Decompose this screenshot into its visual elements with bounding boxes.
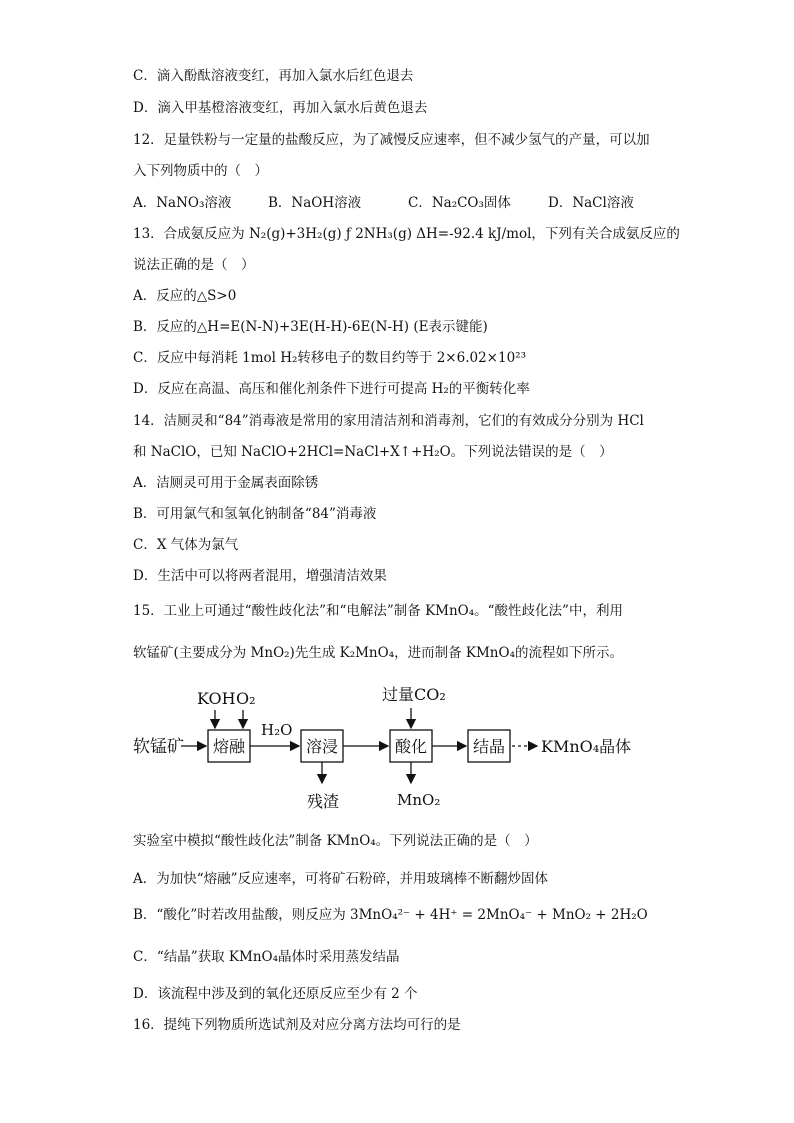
- q15-option-a: A．为加快“熔融”反应速率，可将矿石粉碎，并用玻璃棒不断翻炒固体: [133, 871, 549, 887]
- flow-end-label: KMnO₄晶体: [541, 737, 632, 756]
- q15-stem-line2: 软锰矿(主要成分为 MnO₂)先生成 K₂MnO₄，进而制备 KMnO₄的流程如下所示。: [133, 645, 623, 661]
- q13-option-b: B．反应的△H=E(N-N)+3E(H-H)-6E(N-H) (E表示键能): [133, 319, 488, 335]
- q15-option-b: B．“酸化”时若改用盐酸，则反应为 3MnO₄²⁻ + 4H⁺ = 2MnO₄⁻ + MnO₂ + 2H₂O: [133, 907, 648, 923]
- q14-option-d: D．生活中可以将两者混用，增强清洁效果: [133, 568, 387, 584]
- q11-option-d: D．滴入甲基橙溶液变红，再加入氯水后黄色退去: [133, 100, 428, 116]
- flow-start-label: 软锰矿: [133, 737, 184, 757]
- q14-option-a: A．洁厕灵可用于金属表面除锈: [133, 475, 319, 491]
- q15-stem-line1: 15．工业上可通过“酸性歧化法”和“电解法”制备 KMnO₄。“酸性歧化法”中，利用: [133, 603, 623, 619]
- q13-stem-line2: 说法正确的是（ ）: [133, 257, 255, 273]
- flow-water-label: H₂O: [261, 721, 293, 739]
- box-crystallize-label: 结晶: [473, 737, 506, 756]
- flow-mno2-label: MnO₂: [397, 791, 441, 809]
- q13-stem-line1: 13．合成氨反应为 N₂(g)+3H₂(g) ƒ 2NH₃(g) ΔH=-92.4 kJ/mol，下列有关合成氨反应的: [133, 226, 680, 242]
- flow-diagram: [133, 680, 633, 815]
- q12-option-a: A．NaNO₃溶液: [133, 195, 232, 211]
- q14-option-c: C．X 气体为氯气: [133, 537, 239, 553]
- q12-option-d: D．NaCl溶液: [548, 195, 634, 211]
- q12-option-c: C．Na₂CO₃固体: [408, 195, 511, 211]
- q12-option-b: B．NaOH溶液: [268, 195, 362, 211]
- box-acidify-label: 酸化: [395, 737, 428, 756]
- flow-residue-label: 残渣: [307, 792, 340, 811]
- flow-input-o2: O₂: [236, 689, 256, 708]
- q15-option-d: D．该流程中涉及到的氧化还原反应至少有 2 个: [133, 986, 418, 1002]
- flow-input-co2: 过量CO₂: [382, 685, 446, 704]
- flow-input-koh: KOH: [197, 689, 236, 708]
- q12-stem-line2: 入下列物质中的（ ）: [133, 163, 268, 179]
- q15-option-c: C．“结晶”获取 KMnO₄晶体时采用蒸发结晶: [133, 949, 400, 965]
- q13-option-d: D．反应在高温、高压和催化剂条件下进行可提高 H₂的平衡转化率: [133, 381, 530, 397]
- q12-stem-line1: 12．足量铁粉与一定量的盐酸反应，为了减慢反应速率，但不减少氢气的产量，可以加: [133, 132, 650, 148]
- q14-option-b: B．可用氯气和氢氧化钠制备“84”消毒液: [133, 506, 377, 522]
- box-melt-label: 熔融: [213, 737, 246, 756]
- q11-option-c: C．滴入酚酞溶液变红，再加入氯水后红色退去: [133, 68, 414, 84]
- q14-stem-line2: 和 NaClO，已知 NaClO+2HCl=NaCl+X↑+H₂O。下列说法错误的是（ ）: [133, 444, 613, 460]
- q16-stem-line1: 16．提纯下列物质所选试剂及对应分离方法均可行的是: [133, 1017, 461, 1033]
- q15-stem-line3: 实验室中模拟“酸性歧化法”制备 KMnO₄。下列说法正确的是（ ）: [133, 833, 538, 849]
- q13-option-c: C．反应中每消耗 1mol H₂转移电子的数目约等于 2×6.02×10²³: [133, 350, 526, 366]
- q14-stem-line1: 14．洁厕灵和“84”消毒液是常用的家用清洁剂和消毒剂，它们的有效成分分别为 HCl: [133, 413, 644, 429]
- box-leach-label: 溶浸: [306, 737, 339, 756]
- q13-option-a: A．反应的△S>0: [133, 288, 237, 304]
